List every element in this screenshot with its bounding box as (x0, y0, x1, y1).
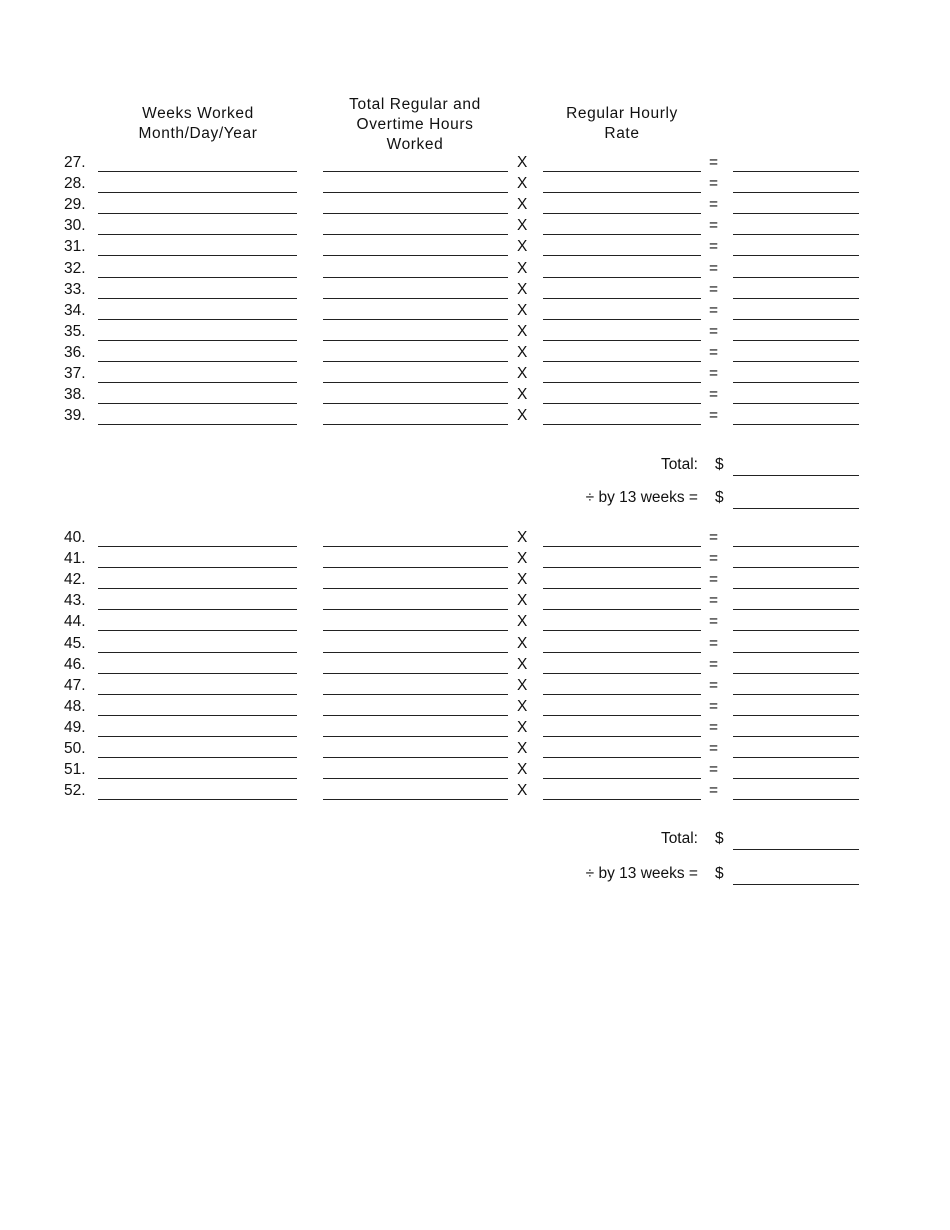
header-hours-worked-line3: Worked (386, 136, 444, 153)
weeks-worked-field[interactable] (98, 361, 297, 362)
header-weeks-worked (98, 104, 298, 144)
row-number: 47. (64, 676, 86, 694)
weeks-worked-field[interactable] (98, 652, 297, 653)
hours-worked-field[interactable] (323, 382, 508, 383)
hourly-rate-field[interactable] (543, 630, 701, 631)
row-result-field[interactable] (733, 424, 859, 425)
weeks-worked-field[interactable] (98, 255, 297, 256)
header-hours-worked-line1: Total Regular and (349, 96, 481, 113)
row-result-field[interactable] (733, 757, 859, 758)
row-result-field[interactable] (733, 171, 859, 172)
multiply-sign: X (517, 761, 528, 779)
hourly-rate-field[interactable] (543, 298, 701, 299)
multiply-sign: X (517, 301, 528, 319)
hourly-rate-field[interactable] (543, 757, 701, 758)
multiply-sign: X (517, 634, 528, 652)
row-result-field[interactable] (733, 546, 859, 547)
table-row (0, 549, 950, 571)
hours-worked-field[interactable] (323, 340, 508, 341)
section-2-average-row (0, 864, 950, 888)
row-number: 35. (64, 322, 86, 340)
section-2-average-field[interactable] (733, 884, 859, 885)
row-number: 39. (64, 407, 86, 425)
equals-sign: = (709, 782, 719, 800)
table-row (0, 528, 950, 550)
weeks-worked-field[interactable] (98, 799, 297, 800)
row-result-field[interactable] (733, 588, 859, 589)
table-row (0, 322, 950, 344)
table-row (0, 259, 950, 281)
row-number: 34. (64, 301, 86, 319)
header-hours-worked (322, 95, 508, 155)
table-row (0, 195, 950, 217)
hourly-rate-field[interactable] (543, 171, 701, 172)
row-result-field[interactable] (733, 694, 859, 695)
weeks-worked-field[interactable] (98, 277, 297, 278)
hourly-rate-field[interactable] (543, 192, 701, 193)
equals-sign: = (709, 761, 719, 779)
table-row (0, 280, 950, 302)
hours-worked-field[interactable] (323, 673, 508, 674)
section-2-total-field[interactable] (733, 849, 859, 850)
row-number: 52. (64, 782, 86, 800)
row-number: 48. (64, 697, 86, 715)
section-1-total-currency: $ (715, 456, 724, 473)
row-result-field[interactable] (733, 609, 859, 610)
weeks-worked-field[interactable] (98, 567, 297, 568)
equals-sign: = (709, 529, 719, 546)
multiply-sign: X (517, 676, 528, 694)
weeks-worked-field[interactable] (98, 192, 297, 193)
weeks-worked-field[interactable] (98, 757, 297, 758)
hourly-rate-field[interactable] (543, 277, 701, 278)
equals-sign: = (709, 175, 719, 193)
weeks-worked-field[interactable] (98, 424, 297, 425)
multiply-sign: X (517, 550, 528, 568)
section-2-average-currency: $ (715, 865, 724, 882)
weeks-worked-field[interactable] (98, 546, 297, 547)
hourly-rate-field[interactable] (543, 652, 701, 653)
hours-worked-field[interactable] (323, 319, 508, 320)
hourly-rate-field[interactable] (543, 424, 701, 425)
hourly-rate-field[interactable] (543, 736, 701, 737)
hourly-rate-field[interactable] (543, 778, 701, 779)
header-hourly-rate (542, 104, 702, 144)
multiply-sign: X (517, 238, 528, 256)
hours-worked-field[interactable] (323, 255, 508, 256)
hours-worked-field[interactable] (323, 213, 508, 214)
equals-sign: = (709, 740, 719, 757)
table-row (0, 676, 950, 698)
equals-sign: = (709, 280, 719, 298)
table-row (0, 174, 950, 196)
weeks-worked-field[interactable] (98, 340, 297, 341)
hourly-rate-field[interactable] (543, 715, 701, 716)
row-number: 30. (64, 217, 86, 235)
hours-worked-field[interactable] (323, 546, 508, 547)
table-row (0, 153, 950, 175)
weeks-worked-field[interactable] (98, 715, 297, 716)
equals-sign: = (709, 217, 719, 235)
equals-sign: = (709, 697, 719, 715)
row-number: 41. (64, 550, 86, 568)
table-row (0, 406, 950, 428)
multiply-sign: X (517, 386, 528, 404)
section-2-total-currency: $ (715, 830, 724, 847)
row-result-field[interactable] (733, 403, 859, 404)
hourly-rate-field[interactable] (543, 567, 701, 568)
row-number: 49. (64, 718, 86, 736)
header-weeks-worked-line1: Weeks Worked (142, 105, 254, 122)
multiply-sign: X (517, 697, 528, 715)
weeks-worked-field[interactable] (98, 694, 297, 695)
hours-worked-field[interactable] (323, 424, 508, 425)
multiply-sign: X (517, 217, 528, 235)
table-row (0, 216, 950, 238)
multiply-sign: X (517, 592, 528, 610)
row-result-field[interactable] (733, 736, 859, 737)
table-row (0, 343, 950, 365)
weeks-worked-field[interactable] (98, 213, 297, 214)
row-number: 50. (64, 740, 86, 757)
row-result-field[interactable] (733, 213, 859, 214)
row-number: 42. (64, 571, 86, 589)
hourly-rate-field[interactable] (543, 799, 701, 800)
row-number: 38. (64, 386, 86, 404)
equals-sign: = (709, 571, 719, 589)
equals-sign: = (709, 634, 719, 652)
hourly-rate-field[interactable] (543, 213, 701, 214)
hours-worked-field[interactable] (323, 652, 508, 653)
row-result-field[interactable] (733, 652, 859, 653)
hours-worked-field[interactable] (323, 736, 508, 737)
multiply-sign: X (517, 175, 528, 193)
table-row (0, 739, 950, 761)
row-number: 33. (64, 280, 86, 298)
hours-worked-field[interactable] (323, 630, 508, 631)
hours-worked-field[interactable] (323, 234, 508, 235)
hourly-rate-field[interactable] (543, 361, 701, 362)
hours-worked-field[interactable] (323, 799, 508, 800)
equals-sign: = (709, 718, 719, 736)
row-number: 29. (64, 196, 86, 214)
hours-worked-field[interactable] (323, 715, 508, 716)
row-number: 31. (64, 238, 86, 256)
row-number: 44. (64, 613, 86, 631)
hours-worked-field[interactable] (323, 277, 508, 278)
equals-sign: = (709, 259, 719, 277)
table-row (0, 385, 950, 407)
multiply-sign: X (517, 259, 528, 277)
hours-worked-field[interactable] (323, 757, 508, 758)
weeks-worked-field[interactable] (98, 630, 297, 631)
weeks-worked-field[interactable] (98, 234, 297, 235)
equals-sign: = (709, 322, 719, 340)
multiply-sign: X (517, 718, 528, 736)
multiply-sign: X (517, 613, 528, 631)
row-result-field[interactable] (733, 630, 859, 631)
hours-worked-field[interactable] (323, 778, 508, 779)
table-row (0, 655, 950, 677)
hourly-rate-field[interactable] (543, 255, 701, 256)
table-row (0, 781, 950, 803)
row-number: 51. (64, 761, 86, 779)
table-row (0, 364, 950, 386)
multiply-sign: X (517, 196, 528, 214)
row-result-field[interactable] (733, 298, 859, 299)
row-result-field[interactable] (733, 673, 859, 674)
equals-sign: = (709, 196, 719, 214)
hours-worked-field[interactable] (323, 192, 508, 193)
weeks-worked-field[interactable] (98, 298, 297, 299)
table-row (0, 634, 950, 656)
header-hourly-rate-line2: Rate (604, 125, 640, 142)
multiply-sign: X (517, 343, 528, 361)
hours-worked-field[interactable] (323, 171, 508, 172)
equals-sign: = (709, 592, 719, 610)
hourly-rate-field[interactable] (543, 546, 701, 547)
multiply-sign: X (517, 740, 528, 757)
hours-worked-field[interactable] (323, 361, 508, 362)
table-row (0, 570, 950, 592)
weeks-worked-field[interactable] (98, 588, 297, 589)
hourly-rate-field[interactable] (543, 609, 701, 610)
multiply-sign: X (517, 782, 528, 800)
hourly-rate-field[interactable] (543, 673, 701, 674)
hourly-rate-field[interactable] (543, 234, 701, 235)
section-1-average-row (0, 488, 950, 512)
row-result-field[interactable] (733, 382, 859, 383)
weeks-worked-field[interactable] (98, 609, 297, 610)
weeks-worked-field[interactable] (98, 778, 297, 779)
hourly-rate-field[interactable] (543, 694, 701, 695)
section-2-average-label: ÷ by 13 weeks = (585, 865, 698, 882)
section-1-total-label: Total: (660, 456, 698, 473)
equals-sign: = (709, 301, 719, 319)
multiply-sign: X (517, 365, 528, 382)
equals-sign: = (709, 238, 719, 256)
equals-sign: = (709, 407, 719, 425)
header-hourly-rate-line1: Regular Hourly (566, 105, 678, 122)
row-result-field[interactable] (733, 192, 859, 193)
table-row (0, 301, 950, 323)
section-1-average-currency: $ (715, 489, 724, 506)
row-number: 43. (64, 592, 86, 610)
equals-sign: = (709, 365, 719, 382)
row-result-field[interactable] (733, 340, 859, 341)
multiply-sign: X (517, 322, 528, 340)
hourly-rate-field[interactable] (543, 588, 701, 589)
weeks-worked-field[interactable] (98, 673, 297, 674)
hours-worked-field[interactable] (323, 694, 508, 695)
row-number: 32. (64, 259, 86, 277)
equals-sign: = (709, 386, 719, 404)
weeks-worked-field[interactable] (98, 171, 297, 172)
multiply-sign: X (517, 571, 528, 589)
multiply-sign: X (517, 280, 528, 298)
table-row (0, 718, 950, 740)
header-hours-worked-line2: Overtime Hours (356, 116, 474, 133)
row-number: 45. (64, 634, 86, 652)
section-1-average-field[interactable] (733, 508, 859, 509)
hours-worked-field[interactable] (323, 609, 508, 610)
hours-worked-field[interactable] (323, 588, 508, 589)
hourly-rate-field[interactable] (543, 340, 701, 341)
equals-sign: = (709, 154, 719, 171)
equals-sign: = (709, 613, 719, 631)
row-result-field[interactable] (733, 255, 859, 256)
section-1-average-label: ÷ by 13 weeks = (585, 489, 698, 506)
multiply-sign: X (517, 407, 528, 425)
row-number: 37. (64, 365, 86, 382)
row-result-field[interactable] (733, 361, 859, 362)
multiply-sign: X (517, 154, 528, 171)
weeks-worked-field[interactable] (98, 319, 297, 320)
row-result-field[interactable] (733, 778, 859, 779)
section-2-total-row (0, 829, 950, 853)
hours-worked-field[interactable] (323, 403, 508, 404)
row-result-field[interactable] (733, 234, 859, 235)
row-result-field[interactable] (733, 319, 859, 320)
row-number: 27. (64, 154, 86, 171)
header-weeks-worked-line2: Month/Day/Year (138, 125, 258, 142)
hours-worked-field[interactable] (323, 298, 508, 299)
table-row (0, 612, 950, 634)
hourly-rate-field[interactable] (543, 319, 701, 320)
row-result-field[interactable] (733, 715, 859, 716)
section-2-total-label: Total: (660, 830, 698, 847)
hourly-rate-field[interactable] (543, 403, 701, 404)
section-1-total-field[interactable] (733, 475, 859, 476)
weeks-worked-field[interactable] (98, 382, 297, 383)
multiply-sign: X (517, 529, 528, 546)
row-number: 46. (64, 655, 86, 673)
equals-sign: = (709, 343, 719, 361)
row-result-field[interactable] (733, 567, 859, 568)
row-number: 28. (64, 175, 86, 193)
equals-sign: = (709, 550, 719, 568)
weeks-worked-field[interactable] (98, 736, 297, 737)
hours-worked-field[interactable] (323, 567, 508, 568)
table-row (0, 591, 950, 613)
row-number: 36. (64, 343, 86, 361)
table-row (0, 760, 950, 782)
section-1-total-row (0, 455, 950, 479)
weeks-worked-field[interactable] (98, 403, 297, 404)
table-row (0, 697, 950, 719)
table-row (0, 237, 950, 259)
equals-sign: = (709, 655, 719, 673)
multiply-sign: X (517, 655, 528, 673)
equals-sign: = (709, 676, 719, 694)
hourly-rate-field[interactable] (543, 382, 701, 383)
row-result-field[interactable] (733, 799, 859, 800)
row-number: 40. (64, 529, 86, 546)
row-result-field[interactable] (733, 277, 859, 278)
